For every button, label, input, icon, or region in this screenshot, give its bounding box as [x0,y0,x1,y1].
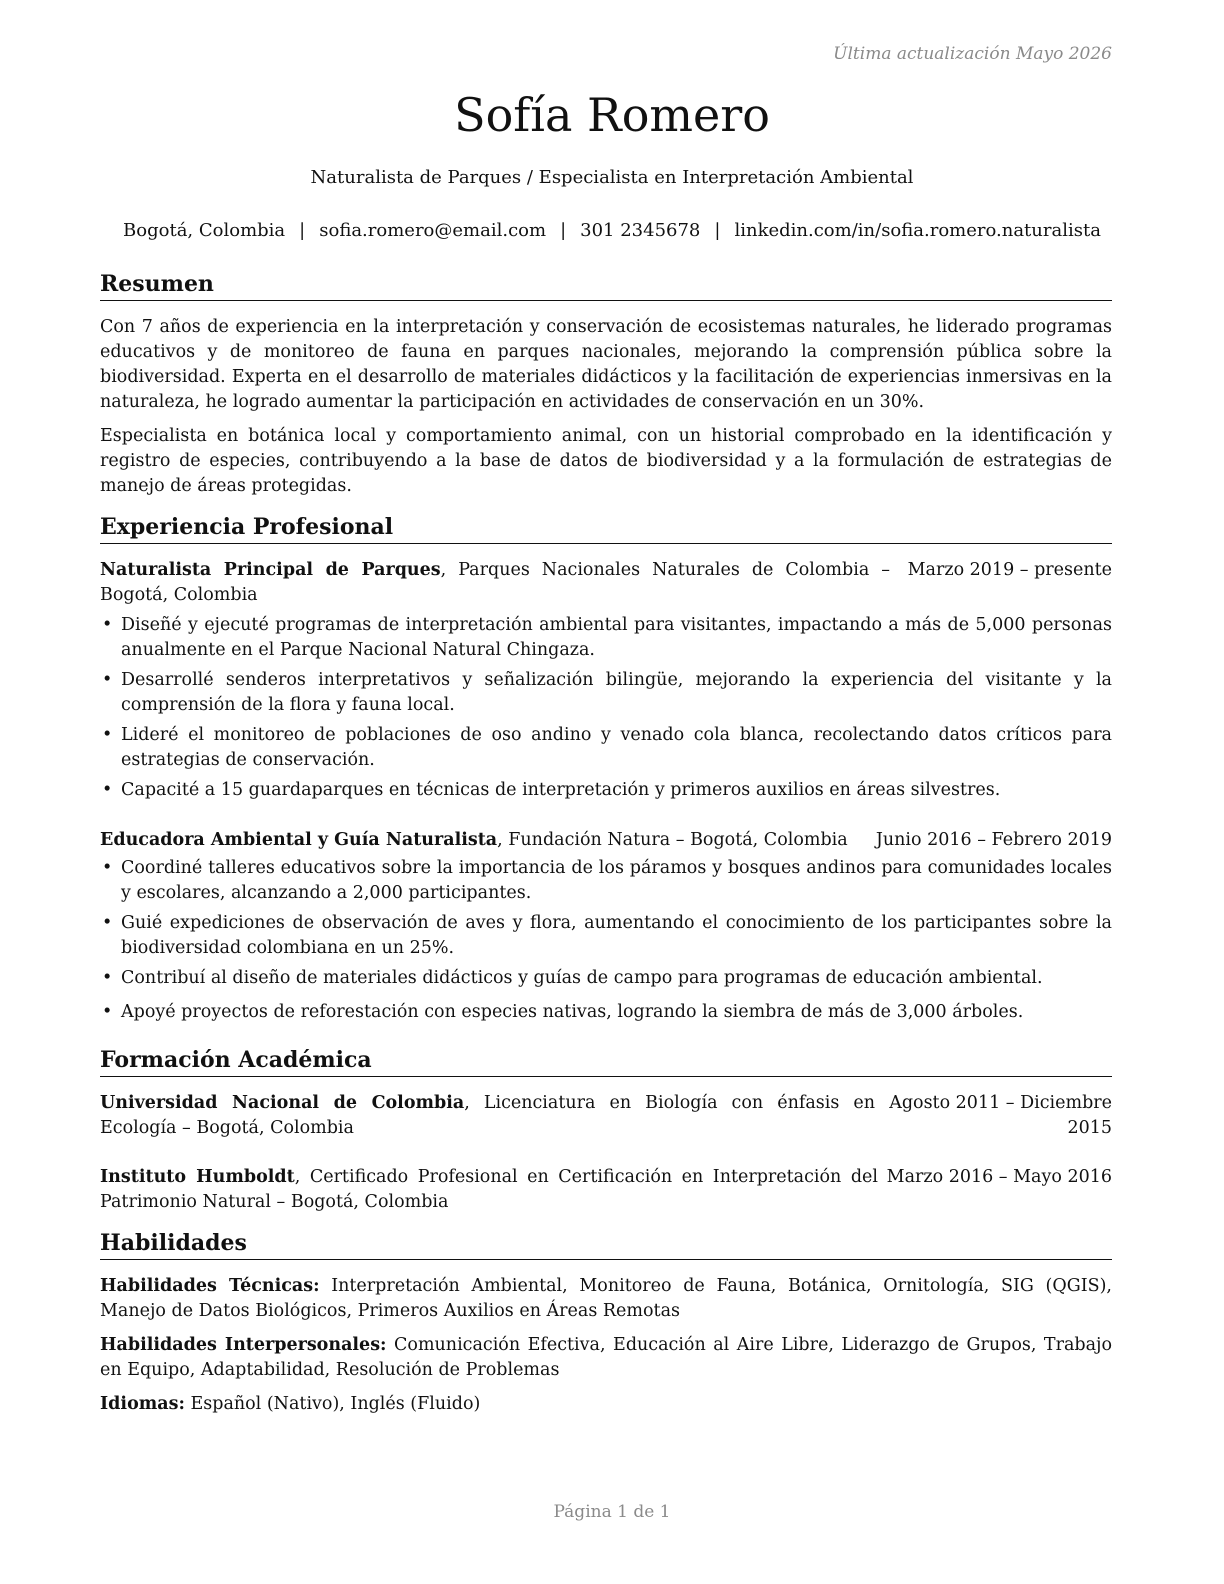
candidate-name: Sofía Romero [454,88,770,142]
institution: Instituto Humboldt [100,1167,295,1187]
list-item: • Capacité a 15 guardaparques en técnicas de interpretación y primeros auxilios en áreas silvestres. [100,778,1112,803]
skill-row [100,1274,1112,1324]
job-org: , Fundación Natura – Bogotá, Colombia [497,830,848,850]
job-role: Educadora Ambiental y Guía Naturalista [100,830,498,850]
list-item: • Guié expediciones de observación de aves y flora, aumentando el conocimiento de los participantes sobre la biodiversidad colombiana en un 25%. [100,911,1112,961]
skill-value: Comunicación Efectiva, Educación al Aire Libre, Liderazgo de Grupos, Trabajo en Equipo, Adaptabilidad, Resolución de Problemas [100,1335,1112,1380]
summary-paragraph: Especialista en botánica local y comportamiento animal, con un historial comprobado en la identificación y registro de especies, contribuyendo a la base de datos de biodiversidad y a la formulación de estrategias de manejo de áreas protegidas. [100,426,1112,496]
list-item: • Lideré el monitoreo de poblaciones de oso andino y venado cola blanca, recolectando datos críticos para estrategias de conservación. [100,723,1112,773]
separator: | [560,220,567,241]
job-dates: Junio 2016 – Febrero 2019 [875,830,1112,850]
list-item: • Desarrollé senderos interpretativos y señalización bilingüe, mejorando la experiencia del visitante y la comprensión de la flora y fauna local. [100,668,1112,718]
skills-section [100,1229,1112,1417]
education-dates: Marzo 2016 – Mayo 2016 [886,1167,1112,1187]
headline: Naturalista de Parques / Especialista en Interpretación Ambiental [310,167,914,188]
job-org: , Parques Nacionales Naturales de Colombia – Bogotá, Colombia [100,560,890,605]
skill-value: Español (Nativo), Inglés (Fluido) [184,1394,481,1414]
location: Bogotá, Colombia [123,220,286,241]
contact-line [0,220,1224,241]
job-role: Naturalista Principal de Parques [100,560,441,580]
skill-label: Habilidades Interpersonales: [100,1335,387,1355]
linkedin-link[interactable]: linkedin.com/in/sofia.romero.naturalista [734,220,1101,241]
degree: , Certificado Profesional en Certificación en Interpretación del Patrimonio Natural – Bogotá, Colombia [100,1167,878,1212]
skill-label: Idiomas: [100,1394,185,1414]
job-dates: Marzo 2019 – presente [907,560,1112,580]
experience-section [100,513,1112,1025]
section-title-education: Formación Académica [100,1046,1112,1077]
list-item: • Diseñé y ejecuté programas de interpretación ambiental para visitantes, impactando a más de 5,000 personas anualmente en el Parque Nacional Natural Chingaza. [100,613,1112,663]
institution: Universidad Nacional de Colombia [100,1093,465,1113]
page-number: Página 1 de 1 [553,1502,671,1522]
list-item: • Apoyé proyectos de reforestación con especies nativas, logrando la siembra de más de 3,000 árboles. [100,1000,1112,1025]
job-bullets [100,613,1112,803]
job-header [100,828,1112,853]
education-item [100,1165,1112,1215]
email-link[interactable]: sofia.romero@email.com [319,220,547,241]
skill-value: Interpretación Ambiental, Monitoreo de Fauna, Botánica, Ornitología, SIG (QGIS), Manejo de Datos Biológicos, Primeros Auxilios en Áreas Remotas [100,1276,1112,1321]
section-title-summary: Resumen [100,270,1112,301]
job-header [100,558,1112,608]
skill-label: Habilidades Técnicas: [100,1276,320,1296]
skill-row [100,1333,1112,1383]
list-item: • Coordiné talleres educativos sobre la importancia de los páramos y bosques andinos para comunidades locales y escolares, alcanzando a 2,000 participantes. [100,856,1112,906]
skills-list [100,1274,1112,1417]
education-item [100,1091,1112,1141]
skill-row [100,1392,1112,1417]
section-title-skills: Habilidades [100,1229,1112,1260]
summary-paragraph: Con 7 años de experiencia en la interpretación y conservación de ecosistemas naturales, he liderado programas educativos y de monitoreo de fauna en parques nacionales, mejorando la comprensión pública sobre la biodiversidad. Experta en el desarrollo de materiales didácticos y la facilitación de experiencias inmersivas en la naturaleza, he logrado aumentar la participación en actividades de conservación en un 30%. [100,317,1112,412]
list-item: • Contribuí al diseño de materiales didácticos y guías de campo para programas de educación ambiental. [100,966,1112,991]
education-dates: Agosto 2011 – Diciembre 2015 [889,1093,1112,1138]
separator: | [714,220,721,241]
degree: , Licenciatura en Biología con énfasis en Ecología – Bogotá, Colombia [100,1093,875,1138]
education-section [100,1046,1112,1215]
separator: | [299,220,306,241]
summary-section [100,270,1112,499]
section-title-experience: Experiencia Profesional [100,513,1112,544]
phone: 301 2345678 [580,220,701,241]
last-updated: Última actualización Mayo 2026 [833,44,1112,64]
job-bullets [100,856,1112,1025]
